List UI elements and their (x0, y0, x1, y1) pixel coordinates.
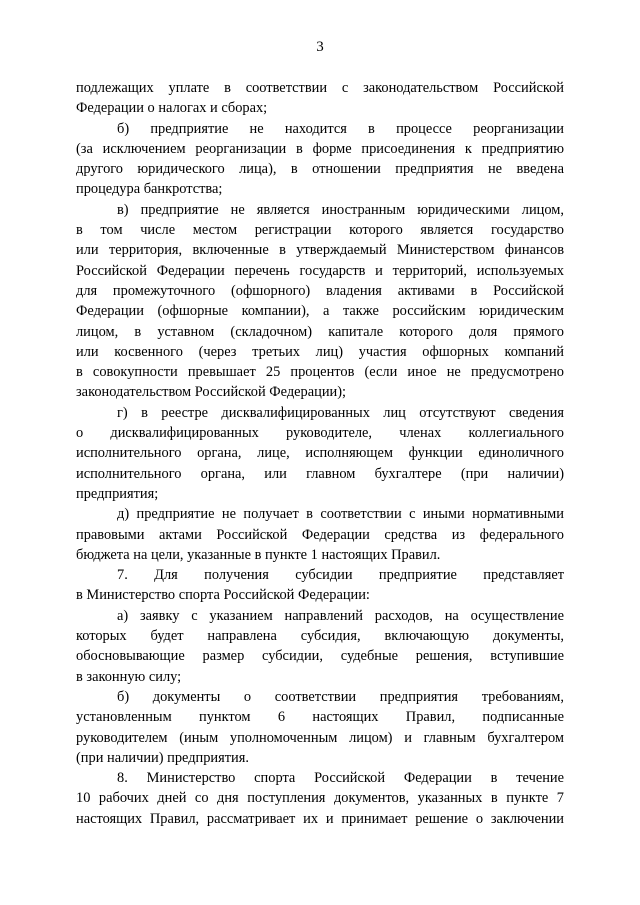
text-line: б) предприятие не находится в процессе реорганизации (117, 120, 564, 137)
text-line: установленным пунктом 6 настоящих Правил, подписанные (76, 709, 564, 726)
text-line: (за исключением реорганизации в форме присоединения к предприятию (76, 140, 564, 157)
text-line: в том числе местом регистрации которого является государство (76, 222, 564, 239)
text-line: Российской Федерации перечень государств и территорий, используемых (76, 262, 564, 279)
text-line: 8. Министерство спорта Российской Федерации в течение (117, 770, 564, 787)
text-line: в законную силу; (76, 668, 182, 685)
text-line: а) заявку с указанием направлений расходов, на осуществление (117, 607, 564, 624)
text-line: настоящих Правил, рассматривает их и принимает решение о заключении (76, 810, 564, 827)
document-body (76, 78, 564, 829)
text-line: Федерации о налогах и сборах; (76, 100, 268, 117)
text-line: 7. Для получения субсидии предприятие представляет (117, 567, 564, 584)
text-line: 10 рабочих дней со дня поступления документов, указанных в пункте 7 (76, 790, 564, 807)
text-line: б) документы о соответствии предприятия требованиям, (117, 688, 564, 705)
text-line: правовыми актами Российской Федерации средства из федерального (76, 526, 564, 543)
text-line: исполнительного органа, лице, исполняющем функции единоличного (76, 445, 564, 462)
text-line: законодательством Российской Федерации); (76, 384, 347, 401)
text-line: г) в реестре дисквалифицированных лиц отсутствуют сведения (117, 404, 564, 421)
text-line: предприятия; (76, 485, 159, 502)
text-line: бюджета на цели, указанные в пункте 1 настоящих Правил. (76, 546, 441, 563)
text-line: в совокупности превышает 25 процентов (если иное не предусмотрено (76, 364, 564, 381)
text-line: руководителем (иным уполномоченным лицом) и главным бухгалтером (76, 729, 564, 746)
text-line: процедура банкротства; (76, 181, 223, 198)
text-line: о дисквалифицированных руководителе, членах коллегиального (76, 425, 564, 442)
text-line: исполнительного органа, или главном бухгалтере (при наличии) (76, 465, 564, 482)
text-line: другого юридического лица), в отношении предприятия не введена (76, 161, 564, 178)
text-line: подлежащих уплате в соответствии с законодательством Российской (76, 80, 564, 96)
text-line: (при наличии) предприятия. (76, 749, 249, 766)
text-line: которых будет направлена субсидия, включающую документы, (76, 628, 564, 645)
text-line: Федерации (офшорные компании), а также российским юридическим (76, 303, 564, 320)
text-line: или территория, включенные в утверждаемый Министерством финансов (76, 242, 564, 259)
text-line: в) предприятие не является иностранным юридическими лицом, (117, 201, 564, 218)
text-line: д) предприятие не получает в соответствии с иными нормативными (117, 506, 564, 523)
text-line: лицом, в уставном (складочном) капитале которого доля прямого (76, 323, 564, 340)
text-line: или косвенного (через третьих лиц) участия офшорных компаний (76, 343, 564, 360)
text-line: обосновывающие размер субсидии, судебные решения, вступившие (76, 648, 564, 665)
page-number: 3 (316, 39, 324, 55)
text-line: для промежуточного (офшорного) владения активами в Российской (76, 282, 564, 299)
text-line: в Министерство спорта Российской Федерации: (76, 587, 370, 604)
